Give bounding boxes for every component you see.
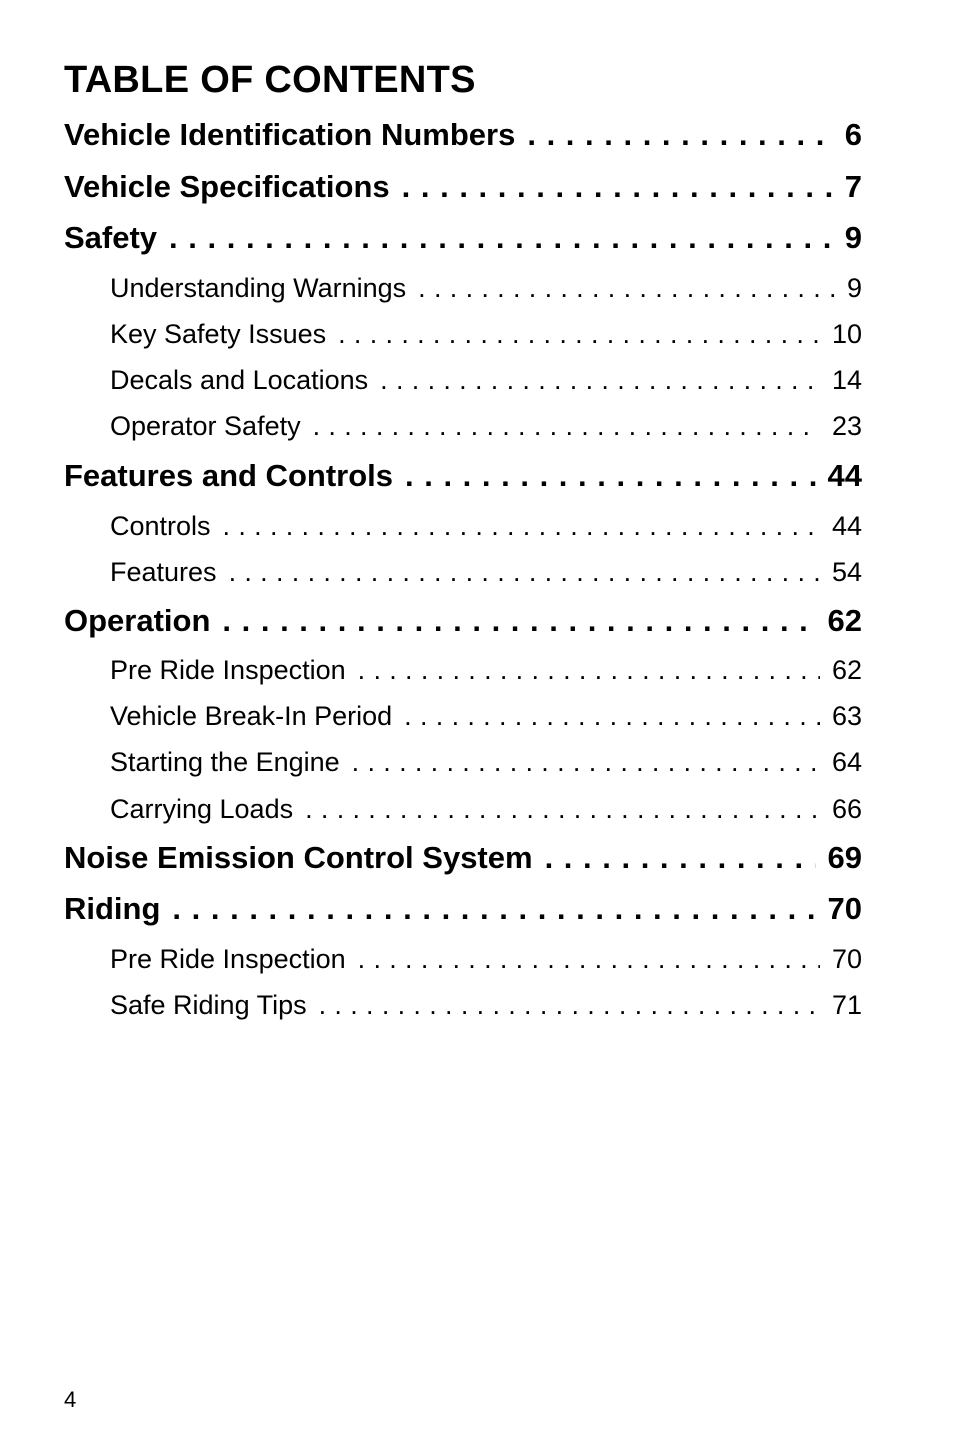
- toc-subentry-title: Vehicle Break-In Period: [110, 701, 393, 731]
- toc-entry-title: Noise Emission Control System: [64, 840, 533, 875]
- toc-subentry[interactable]: [110, 554, 862, 590]
- dot-leader: [313, 408, 820, 444]
- toc-entry[interactable]: [64, 115, 862, 155]
- toc-subentry-page: 63: [831, 701, 862, 731]
- toc-subentry-page: 71: [831, 990, 862, 1020]
- dot-leader: [402, 167, 833, 207]
- toc-subentry[interactable]: [110, 941, 862, 977]
- toc-subentry[interactable]: [110, 316, 862, 352]
- toc-entry[interactable]: [64, 167, 862, 207]
- toc-subentry-page: 64: [831, 747, 862, 777]
- toc-subentry-title: Decals and Locations: [110, 365, 369, 395]
- toc-subentry-page: 23: [831, 411, 862, 441]
- toc-subentry-page: 70: [831, 944, 862, 974]
- dot-leader: [358, 941, 820, 977]
- dot-leader: [305, 791, 820, 827]
- dot-leader: [404, 698, 820, 734]
- toc-subentry-title: Pre Ride Inspection: [110, 944, 346, 974]
- toc-subentry-page: 66: [831, 794, 862, 824]
- dot-leader: [169, 218, 833, 258]
- toc-subentry-title: Starting the Engine: [110, 747, 340, 777]
- toc-subentry-page: 10: [831, 319, 862, 349]
- toc-entry-title: Operation: [64, 603, 211, 638]
- dot-leader: [527, 115, 832, 155]
- toc-entry[interactable]: [64, 838, 862, 878]
- toc-subentry-title: Operator Safety: [110, 411, 301, 441]
- toc-subentry-page: 9: [846, 273, 862, 303]
- toc-entry-page: 62: [827, 603, 862, 638]
- toc-entry-title: Features and Controls: [64, 458, 393, 493]
- dot-leader: [405, 456, 816, 496]
- dot-leader: [418, 270, 835, 306]
- toc-subentry[interactable]: [110, 270, 862, 306]
- dot-leader: [172, 889, 815, 929]
- dot-leader: [545, 838, 816, 878]
- toc-entry-page: 70: [827, 891, 862, 926]
- toc-subentry-title: Features: [110, 557, 217, 587]
- dot-leader: [229, 554, 820, 590]
- toc-entry[interactable]: [64, 218, 862, 258]
- toc-entry[interactable]: [64, 601, 862, 641]
- toc-entry-page: 44: [827, 458, 862, 493]
- toc-subentry-title: Key Safety Issues: [110, 319, 327, 349]
- toc-subentry-title: Carrying Loads: [110, 794, 294, 824]
- toc-entry[interactable]: [64, 456, 862, 496]
- dot-leader: [223, 508, 820, 544]
- toc-subentry[interactable]: [110, 362, 862, 398]
- toc-subentry-title: Understanding Warnings: [110, 273, 407, 303]
- dot-leader: [380, 362, 820, 398]
- toc-subentry-title: Pre Ride Inspection: [110, 655, 346, 685]
- page-number: 4: [64, 1387, 77, 1412]
- page-title: TABLE OF CONTENTS: [64, 59, 476, 101]
- toc-entry-page: 69: [827, 840, 862, 875]
- toc-subentry-page: 54: [831, 557, 862, 587]
- toc-subentry-title: Safe Riding Tips: [110, 990, 307, 1020]
- toc-entry-page: 9: [844, 220, 862, 255]
- toc-entry[interactable]: [64, 889, 862, 929]
- toc-subentry-title: Controls: [110, 511, 211, 541]
- toc-entry-page: 6: [844, 117, 862, 152]
- toc-entry-title: Vehicle Specifications: [64, 169, 390, 204]
- toc-subentry[interactable]: [110, 791, 862, 827]
- toc-subentry[interactable]: [110, 652, 862, 688]
- dot-leader: [222, 601, 815, 641]
- toc-subentry-page: 14: [831, 365, 862, 395]
- toc-subentry-page: 44: [831, 511, 862, 541]
- toc-entry-title: Safety: [64, 220, 158, 255]
- toc-entry-page: 7: [844, 169, 862, 204]
- toc-entry-title: Riding: [64, 891, 161, 926]
- dot-leader: [319, 987, 820, 1023]
- toc-subentry[interactable]: [110, 408, 862, 444]
- dot-leader: [352, 744, 820, 780]
- toc-subentry[interactable]: [110, 744, 862, 780]
- toc-subentry-page: 62: [831, 655, 862, 685]
- toc-subentry[interactable]: [110, 987, 862, 1023]
- toc-subentry[interactable]: [110, 508, 862, 544]
- dot-leader: [338, 316, 820, 352]
- toc-entry-title: Vehicle Identification Numbers: [64, 117, 516, 152]
- toc-subentry[interactable]: [110, 698, 862, 734]
- dot-leader: [358, 652, 820, 688]
